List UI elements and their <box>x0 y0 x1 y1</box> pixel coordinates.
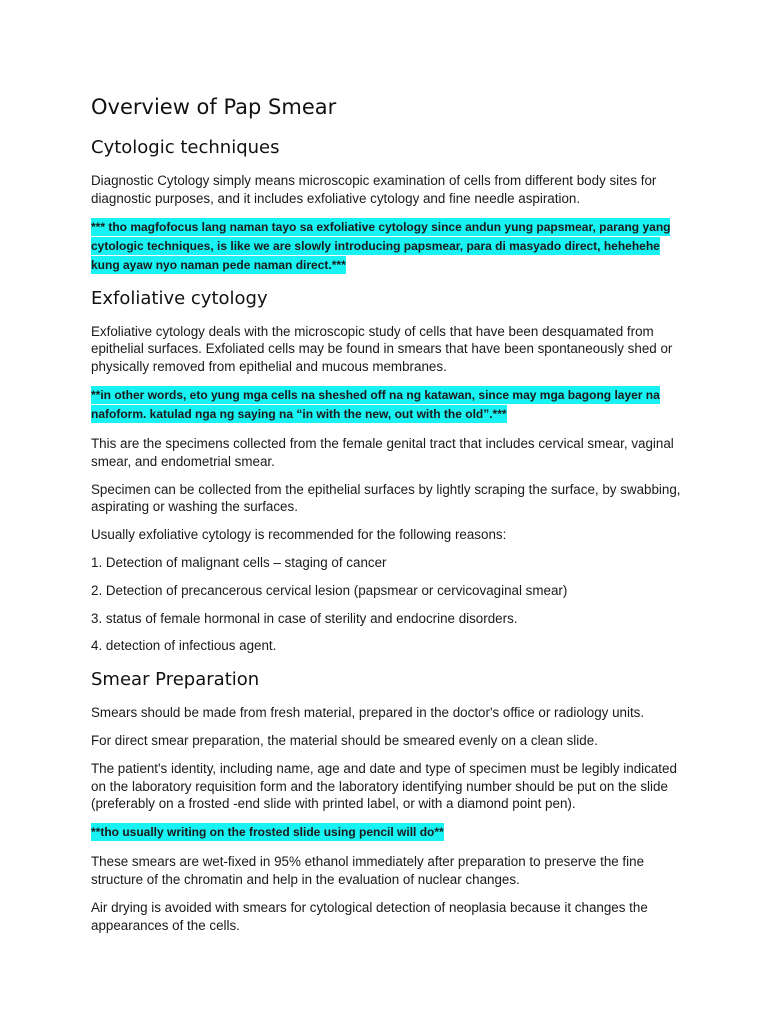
highlighted-note <box>91 386 691 424</box>
highlight-text: *** tho magfofocus lang naman tayo sa exfoliative cytology since andun yung papsmear, parang yang cytologic techniques, is like we are slowly introducing papsmear, para di masyado direct, hehehehe kung ayaw nyo naman pede naman direct.*** <box>91 219 671 272</box>
paragraph: Specimen can be collected from the epithelial surfaces by lightly scraping the surface, by swabbing, aspirating or washing the surfaces. <box>91 481 681 515</box>
heading-exfoliative-cytology: Exfoliative cytology <box>91 287 268 309</box>
list-item: 4. detection of infectious agent. <box>91 638 277 654</box>
paragraph: Diagnostic Cytology simply means microscopic examination of cells from different body sites for diagnostic purposes, and it includes exfoliative cytology and fine needle aspiration. <box>91 173 657 206</box>
document-page <box>91 92 691 944</box>
paragraph: Usually exfoliative cytology is recommended for the following reasons: <box>91 527 507 543</box>
highlight-text: **in other words, eto yung mga cells na sheshed off na ng katawan, since may mga bagong layer na nafoform. katulad nga ng saying na “in with the new, out with the old”.*** <box>91 387 660 421</box>
paragraph: These smears are wet-fixed in 95% ethanol immediately after preparation to preserve the fine structure of the chromatin and help in the evaluation of nuclear changes. <box>91 854 645 887</box>
paragraph: Exfoliative cytology deals with the microscopic study of cells that have been desquamated from epithelial surfaces. Exfoliated cells may be found in smears that have been spontaneously shed or physically removed from epithelial and mucous membranes. <box>91 323 673 375</box>
list-item: 1. Detection of malignant cells – staging of cancer <box>91 554 387 570</box>
highlighted-note <box>91 218 691 275</box>
paragraph: This are the specimens collected from the female genital tract that includes cervical smear, vaginal smear, and endometrial smear. <box>91 435 674 469</box>
highlighted-note <box>91 823 691 842</box>
heading-cytologic-techniques: Cytologic techniques <box>91 137 280 158</box>
document-title: Overview of Pap Smear <box>91 95 337 119</box>
highlight-text: **tho usually writing on the frosted slide using pencil will do** <box>91 825 444 840</box>
list-item: 3. status of female hormonal in case of sterility and endocrine disorders. <box>91 610 518 626</box>
paragraph: The patient's identity, including name, age and date and type of specimen must be legibly indicated on the laboratory requisition form and the laboratory identifying number should be put on the slide (preferably on a frosted -end slide with printed label, or with a diamond point pen). <box>91 760 677 812</box>
paragraph: For direct smear preparation, the material should be smeared evenly on a clean slide. <box>91 732 598 748</box>
heading-smear-preparation: Smear Preparation <box>91 669 260 691</box>
list-item: 2. Detection of precancerous cervical lesion (papsmear or cervicovaginal smear) <box>91 582 568 598</box>
paragraph: Air drying is avoided with smears for cytological detection of neoplasia because it changes the appearances of the cells. <box>91 899 648 933</box>
paragraph: Smears should be made from fresh material, prepared in the doctor's office or radiology units. <box>91 705 645 721</box>
